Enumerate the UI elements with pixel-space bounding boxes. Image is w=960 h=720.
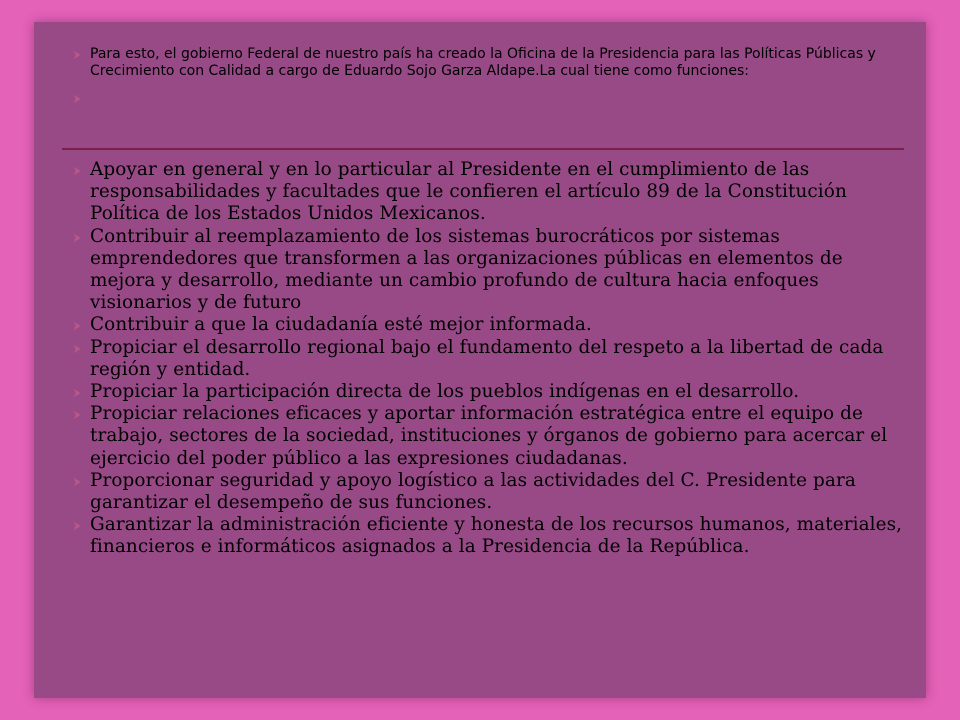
function-item — [34, 403, 926, 470]
arrow-bullet-icon — [72, 320, 82, 332]
slide-panel — [34, 22, 926, 698]
intro-text: Para esto, el gobierno Federal de nuestro país ha creado la Oficina de la Presidencia para las Políticas Públicas y Crecimiento con Calidad a cargo de Eduardo Sojo Garza Aldape.La cual tiene como funciones: — [90, 46, 876, 79]
function-item — [34, 470, 926, 514]
function-text: Propiciar el desarrollo regional bajo el fundamento del respeto a la libertad de cada región y entidad. — [90, 336, 884, 380]
arrow-bullet-icon — [72, 93, 82, 105]
arrow-bullet-icon — [72, 409, 82, 421]
function-text: Contribuir al reemplazamiento de los sistemas burocráticos por sistemas emprendedores que transformen a las organizaciones públicas en elementos de mejora y desarrollo, mediante un cambio profundo de cultura hacia enfoques visionarios y de futuro — [90, 225, 843, 314]
arrow-bullet-icon — [72, 520, 82, 532]
intro-section — [34, 46, 926, 107]
function-item — [34, 381, 926, 403]
function-item — [34, 514, 926, 558]
arrow-bullet-icon — [72, 165, 82, 177]
function-text: Propiciar relaciones eficaces y aportar información estratégica entre el equipo de trabajo, sectores de la sociedad, instituciones y órganos de gobierno para acercar el ejercicio del poder público a las expresiones ciudadanas. — [90, 403, 888, 469]
arrow-bullet-icon — [72, 387, 82, 399]
intro-paragraph — [34, 46, 926, 80]
function-item — [34, 314, 926, 336]
arrow-bullet-icon — [72, 343, 82, 355]
function-text: Garantizar la administración eficiente y honesta de los recursos humanos, materiales, financieros e informáticos asignados a la Presidencia de la República. — [90, 514, 903, 558]
arrow-bullet-icon — [72, 476, 82, 488]
function-item — [34, 159, 926, 226]
function-item — [34, 337, 926, 381]
function-text: Apoyar en general y en lo particular al Presidente en el cumplimiento de las responsabilidades y facultades que le confieren el artículo 89 de la Constitución Política de los Estados Unidos Mexicanos. — [90, 159, 847, 225]
section-divider — [62, 148, 904, 150]
function-text: Proporcionar seguridad y apoyo logístico a las actividades del C. Presidente para garantizar el desempeño de sus funciones. — [90, 469, 856, 514]
empty-bullet-row — [34, 90, 926, 107]
function-item — [34, 226, 926, 315]
arrow-bullet-icon — [72, 232, 82, 244]
arrow-bullet-icon — [72, 49, 82, 61]
function-text: Contribuir a que la ciudadanía esté mejor informada. — [90, 314, 592, 336]
functions-list — [34, 159, 926, 559]
function-text: Propiciar la participación directa de los pueblos indígenas en el desarrollo. — [90, 381, 800, 403]
